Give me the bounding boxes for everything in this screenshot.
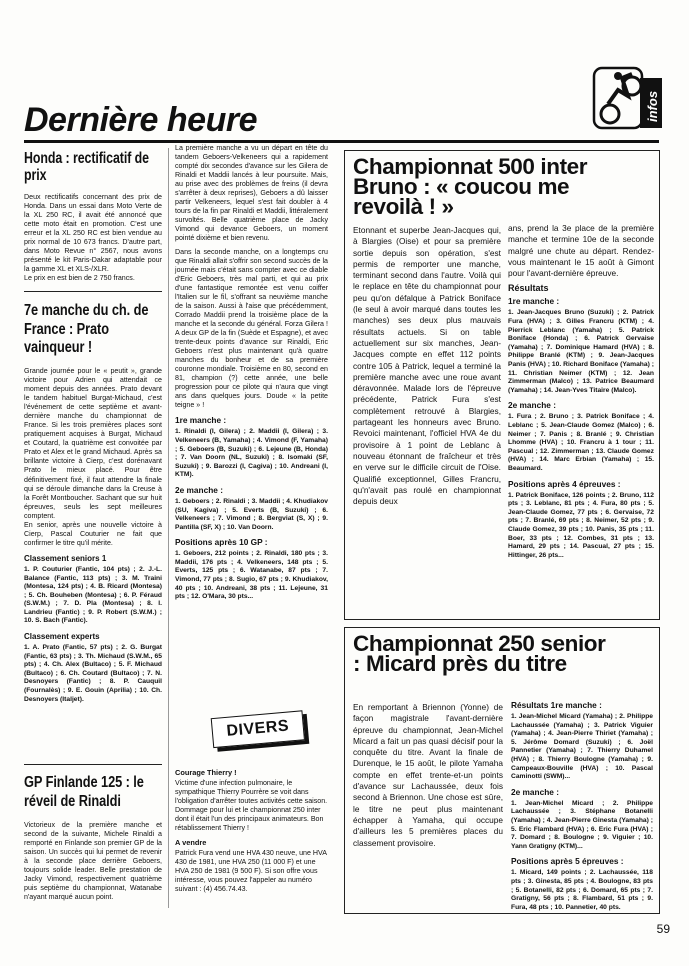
box-500-manche1-results: 1. Jean-Jacques Bruno (Suzuki) ; 2. Patrick Fura (HVA) ; 3. Gilles Francru (KTM) ; 4. Pierrick Leblanc (Yamaha) ; 5. Patrick Boniface (Honda) ; 6. Patrick Gervaise (Yamaha) ; 7. Dominique Hamard (HVA) ; 8. Philippe Branlé (KTM) ; 9. Jean-Jacques Panis (HVA) ; 10. Richard Boniface (Yamaha) ; 11. Christian Neimer (KTM) ; 12. Jean Zimmerman (Malco) ; 13. Patrice Beaumard (Yamaha) ; 14. Jean-Yves Titaire (Malco). — [508, 309, 654, 394]
gp-manche1-heading: 1re manche : — [175, 415, 227, 426]
prato-headline: 7e manche du ch. de France : Prato vainqueur ! — [24, 302, 149, 357]
box-250-senior — [344, 627, 660, 914]
box-250-manche2-results: 1. Jean-Michel Micard ; 2. Philippe Lachaussée ; 3. Stéphane Botanelli (Yamaha) ; 4. Jean-Pierre Ginesta (Yamaha) ; 5. Eric Flambard (HVA) ; 6. Eric Fura (HVA) ; 7. Domard ; 8. Boulogne ; 9. Viguier ; 10. Yann Gratigny (KTM)... — [511, 799, 653, 850]
gp-headline: GP Finlande 125 : le réveil de Rinaldi — [24, 774, 144, 810]
experts-heading: Classement experts — [24, 632, 100, 642]
gp-manche1-results: 1. Rinaldi (I, Gilera) ; 2. Maddii (I, Gilera) ; 3. Velkeneers (B, Yamaha) ; 4. Vimond (F, Yamaha) ; 5. Geboers (B, Suzuki) ; 6. Lejeune (B, Honda) ; 7. Van Doorn (NL, Suzuki) ; 8. Isomaki (SF, Suzuki) ; 9. Barozzi (I, Cagiva) ; 10. Andreani (I, KTM). — [175, 428, 328, 479]
box-500-body-b: ans, prend la 3e place de la première manche et termine 10e de la seconde malgré une chute au départ. Rendez-vous maintenant le 15 août à Gimont pour l'avant-dernière épreuve. — [508, 223, 654, 279]
gp-manche2-results: 1. Geboers ; 2. Rinaldi ; 3. Maddii ; 4. Khudiakov (SU, Kagiva) ; 5. Everts (B, Suzuki) ; 6. Velkeneers ; 7. Vimond ; 8. Bergviat (S, X) ; 9. Pantilla (SF, X) ; 10. Van Doorn. — [175, 497, 328, 531]
gp-positions-results: 1. Geboers, 212 points ; 2. Rinaldi, 180 pts ; 3. Maddii, 176 pts ; 4. Velkeneers, 148 pts ; 5. Everts, 125 pts ; 6. Watanabe, 87 pts ; 7. Vimond, 77 pts ; 8. Sugio, 67 pts ; 9. Khudiakov, 40 pts ; 10. Andreani, 38 pts ; 11. Lejeune, 31 pts ; 12. O'Mara, 30 pts... — [175, 550, 328, 601]
divider — [24, 291, 162, 292]
box-500-headline: Championnat 500 inter Bruno : « coucou me revoilà ! » — [353, 154, 588, 219]
box-250-body: En remportant à Briennon (Yonne) de façon magistrale l'avant-dernière épreuve du championnat, Jean-Michel Micard a fait un pas quasi décisif pour la conquête du titre. Avant la finale de Durenque, le 15 août, le pilote Yamaha compte en effet trente-et-un points d'avance sur Lachaussée, deux fois second à Briennon. Une chose est sûre, le titre ne peut plus maintenant échapper à Yamaha, qui occupe d'ailleurs les 5 premières places du classement provisoire. — [353, 702, 503, 848]
box-500-body-a: Etonnant et superbe Jean-Jacques qui, à Blargies (Oise) et pour sa première sortie depuis son opération, s'est permis de remporter une manche, terminant second dans l'autre. Voilà qui le replace en tête du championnat pour peu qu'on défalque à Patrick Boniface (le seul à avoir marqué dans toutes les manches) ses deux plus mauvais résultats actuels. Si on table actuellement sur six manches, Jean-Jacques compte en effet 112 points contre 105 à Patrick, lequel a terminé la première manche avec une roue avant déravonnée. Malade lors de l'épreuve précédente, Patrick Fura s'est complètement retrouvé à Blargies, partageant les honneurs avec Bruno. Revoici maintenant, l'officiel HVA 4e du provisoire à 1 point de Leblanc à nouveau étonnant de fraîcheur et très en verve sur le difficile circuit de l'Oise. Qualifié exceptionnel, Gilles Francru, qu'n'avait pas roulé en championnat depuis deux — [353, 225, 501, 507]
box-500-col-b — [508, 223, 654, 560]
divers-column — [175, 768, 328, 895]
prato-article-end: En senior, après une nouvelle victoire à Cierp, Pascal Couturier ne fait que confirmer le titre qu'il mérite. — [24, 520, 162, 547]
gp-continuation-2: Dans la seconde manche, on a longtemps cru que Rinaldi allait s'offrir son second succès de la journée mais c'était sans compter avec ce diable d'Eric Geboers, très mal parti, et qui au prix d'une fantastique remontée est venu coiffer l'Italien sur le fil, s'offrant sa neuvième manche de la saison. Aussi à l'aise que précédemment, Corrado Maddii prend la troisième place de la manche et la seconde du général. Forza Gilera ! A deux GP de la fin (Suède et Espagne), et avec trente-deux points d'avance sur Rinaldi, Eric Geboers n'est plus maintenant qu'à quatre manches du bonheur et de sa première couronne mondiale. Troisième en 80, second en 81, champion (?) cette année, une belle progression pour ce pilote qui n'aura que vingt ans dans quelques jours. Doude « la petite teigne » ! — [175, 247, 328, 410]
gp-manche2-heading: 2e manche : — [175, 484, 223, 495]
box-250-positions-heading: Positions après 5 épreuves : — [511, 856, 624, 867]
gp-continuation-1: La première manche a vu un départ en tête du tandem Geboers-Velkeneers qui a rapidement compté dix secondes d'avance sur les Gilera de Rinaldi et Maddii lancés à leur poursuite. Mais, au prise avec des problèmes de freins (il devra s'arrêter à deux reprises), Geboers a dû laisser partir Velkeneers, lequel s'est fait doubler à 4 tours de la fin par Rinaldi et Maddii, littéralement survoltés. Belle quatrième place de Jacky Vimond qui devance Geboers, un moment pointé dixième et bien revenu. — [175, 144, 328, 243]
honda-article: Deux rectificatifs concernant des prix de Honda. Dans un essai dans Moto Verte de la XL 250 RC, il avait été annoncé que cette moto était en promotion. C'est une erreur et la XL 250 RC est bien vendue au prix normal de 10 673 francs. D'autre part, dans Moto Revue n° 2567, nous avons présenté le kit Paris-Dakar adaptable pour la gamme XL et XLS-/XLR. — [24, 193, 162, 274]
column-1 — [24, 148, 162, 704]
box-500-positions-heading: Positions après 4 épreuves : — [508, 478, 621, 489]
column-divider — [168, 148, 169, 908]
honda-article-end: Le prix en est bien de 2 750 francs. — [24, 274, 135, 283]
header-rule — [24, 140, 659, 143]
page-number: 59 — [656, 922, 670, 936]
gp-body: Victorieux de la première manche et second de la suivante, Michele Rinaldi a remporté en Finlande son premier GP de la saison. Un succès qui lui permet de revenir à la seconde place derrière Geboers, toujours solide leader. Belle prestation de Jacky Vimond, respectivement quatrième puis septième du championnat, Watanabe n'ayant marqué aucun point. — [24, 821, 162, 902]
box-250-results-heading: Résultats 1re manche : — [511, 700, 602, 710]
courage-heading: Courage Thierry ! — [175, 768, 237, 777]
vendre-body: Patrick Fura vend une HVA 430 neuve, une HVA 430 de 1981, une HVA 250 (11 000 F) et une HVA 250 de 1981 (9 500 F). Si son offre vous intéresse, vous pouvez l'appeler au numéro suivant : (4) 456.74.43. — [175, 849, 327, 894]
box-500-positions-results: 1. Patrick Boniface, 126 points ; 2. Bruno, 112 pts ; 3. Leblanc, 81 pts ; 4. Fura, 80 pts ; 5. Jean-Claude Gomez, 77 pts ; 6. Gervaise, 72 pts ; 7. Branlé, 69 pts ; 8. Neimer, 52 pts ; 9. Claude Gomez, 39 pts ; 10. Panis, 35 pts ; 11. Boer, 33 pts ; 12. Combes, 31 pts ; 13. Hamard, 29 pts ; 14. Pascual, 27 pts ; 15. Hittinger, 26 pts... — [508, 491, 654, 559]
section-header — [24, 100, 354, 140]
box-500-manche2-results: 1. Fura ; 2. Bruno ; 3. Patrick Boniface ; 4. Leblanc ; 5. Jean-Claude Gomez (Malco) ; 6. Neimer ; 7. Panis ; 8. Branlé ; 9. Christian Lhomme (HVA) ; 10. Francru à 1 tour ; 11. Pascual ; 12. Zimmerman ; 13. Claude Gomez (HVA) ; 14. Marc Erbian (Yamaha) ; 15. Beaumard. — [508, 413, 654, 472]
seniors-heading: Classement seniors 1 — [24, 553, 107, 563]
vendre-heading: A vendre — [175, 838, 207, 848]
honda-headline: Honda : rectificatif de prix — [24, 150, 149, 184]
gp-article — [24, 774, 162, 902]
box-500-inter — [344, 150, 660, 620]
gp-positions-heading: Positions après 10 GP : — [175, 537, 268, 548]
box-500-manche1-heading: 1re manche : — [508, 296, 560, 307]
experts-results: 1. A. Prato (Fantic, 57 pts) ; 2. G. Burgat (Fantic, 63 pts) ; 3. Th. Michaud (S.W.M., 65 pts) ; 4. Ch. Alex (Bultaco) ; 5. F. Michaud (Bultaco) ; 6. Ch. Coutard (Bultaco) ; 7. N. Desnoyers (Fantic) ; 8. P. Cauquil (Fournalès) ; 9. E. Gouin (Aprilia) ; 10. Ch. Desnoyers (Italjet). — [24, 644, 162, 703]
divers-label: DIVERS — [211, 710, 305, 748]
box-500-results-heading: Résultats — [508, 283, 549, 294]
seniors-results: 1. P. Couturier (Fantic, 104 pts) ; 2. J.-L. Balance (Fantic, 113 pts) ; 3. M. Traini (Montesa, 124 pts) ; 4. B. Ricard (Montesa) ; 5. Ch. Bouheben (Montesa) ; 6. P. Féraud (S.W.M.) ; 7. D. Pla (Montesa) ; 8. I. Landrieu (Fantic) ; 9. P. Robert (S.W.M.) ; 10. S. Bach (Fantic). — [24, 565, 162, 625]
column-2 — [175, 144, 328, 602]
divider — [24, 764, 162, 765]
box-250-manche2-heading: 2e manche : — [511, 786, 559, 797]
box-250-headline: Championnat 250 senior : Micard près du titre — [353, 631, 606, 676]
courage-body: Victime d'une infection pulmonaire, le sympathique Thierry Pourrère se voit dans l'obligation d'arrêter toutes activités cette saison. Dommage pour lui et le championnat 250 inter dont il était l'un des principaux animateurs. Bon rétablissement Thierry ! — [175, 779, 328, 833]
infos-logo — [588, 56, 666, 136]
section-title: Dernière heure — [24, 101, 257, 139]
prato-article: Grande journée pour le « peutit », grande victoire pour Adrien qui attendait ce moment depuis des années. Prato devant le tandem habituel Burgat-Michaud, c'est l'événement de cette septième et avant-dernière manche du championnat de France. Si les trois premières places sont pratiquement acquises à Burgat, Michaud et Coutard, la quatrième est convoitée par Prato et Alex et le grand Michaud. Après sa brillante victoire à Cierp, c'est dorénavant Prato le mieux placé. Pour être définitivement fixé, il faut attendre la finale qui se déroule dimanche dans la Creuse à la Forêt Montboucher. Sachant que sur huit épreuves, seuls les sept meilleures comptent. — [24, 366, 162, 520]
divers-banner — [211, 710, 310, 752]
box-500-manche2-heading: 2e manche : — [508, 400, 556, 411]
logo-text: infos — [645, 90, 660, 122]
box-250-results — [511, 700, 653, 912]
box-250-manche1-results: 1. Jean-Michel Micard (Yamaha) ; 2. Philippe Lachaussée (Yamaha) ; 3. Patrick Viguier (Yamaha) ; 4. Jean-Pierre Thiriet (Yamaha) ; 5. Jérôme Domard (Suzuki) ; 6. Joël Pannetier (Yamaha) ; 7. Thierry Duhamel (HVA) ; 8. Thierry Boulogne (Yamaha) ; 9. Campeaux-Bouville (HVA) ; 10. Pascal Caminotti (SWM)... — [511, 713, 653, 781]
box-250-positions-results: 1. Micard, 149 points ; 2. Lachaussée, 118 pts ; 3. Ginesta, 85 pts ; 4. Boulogne, 83 pts ; 5. Botanelli, 82 pts ; 6. Domard, 65 pts ; 7. Gratigny, 56 pts ; 8. Flambard, 51 pts ; 9. Fura, 48 pts ; 10. Pannetier, 40 pts. — [511, 869, 653, 911]
